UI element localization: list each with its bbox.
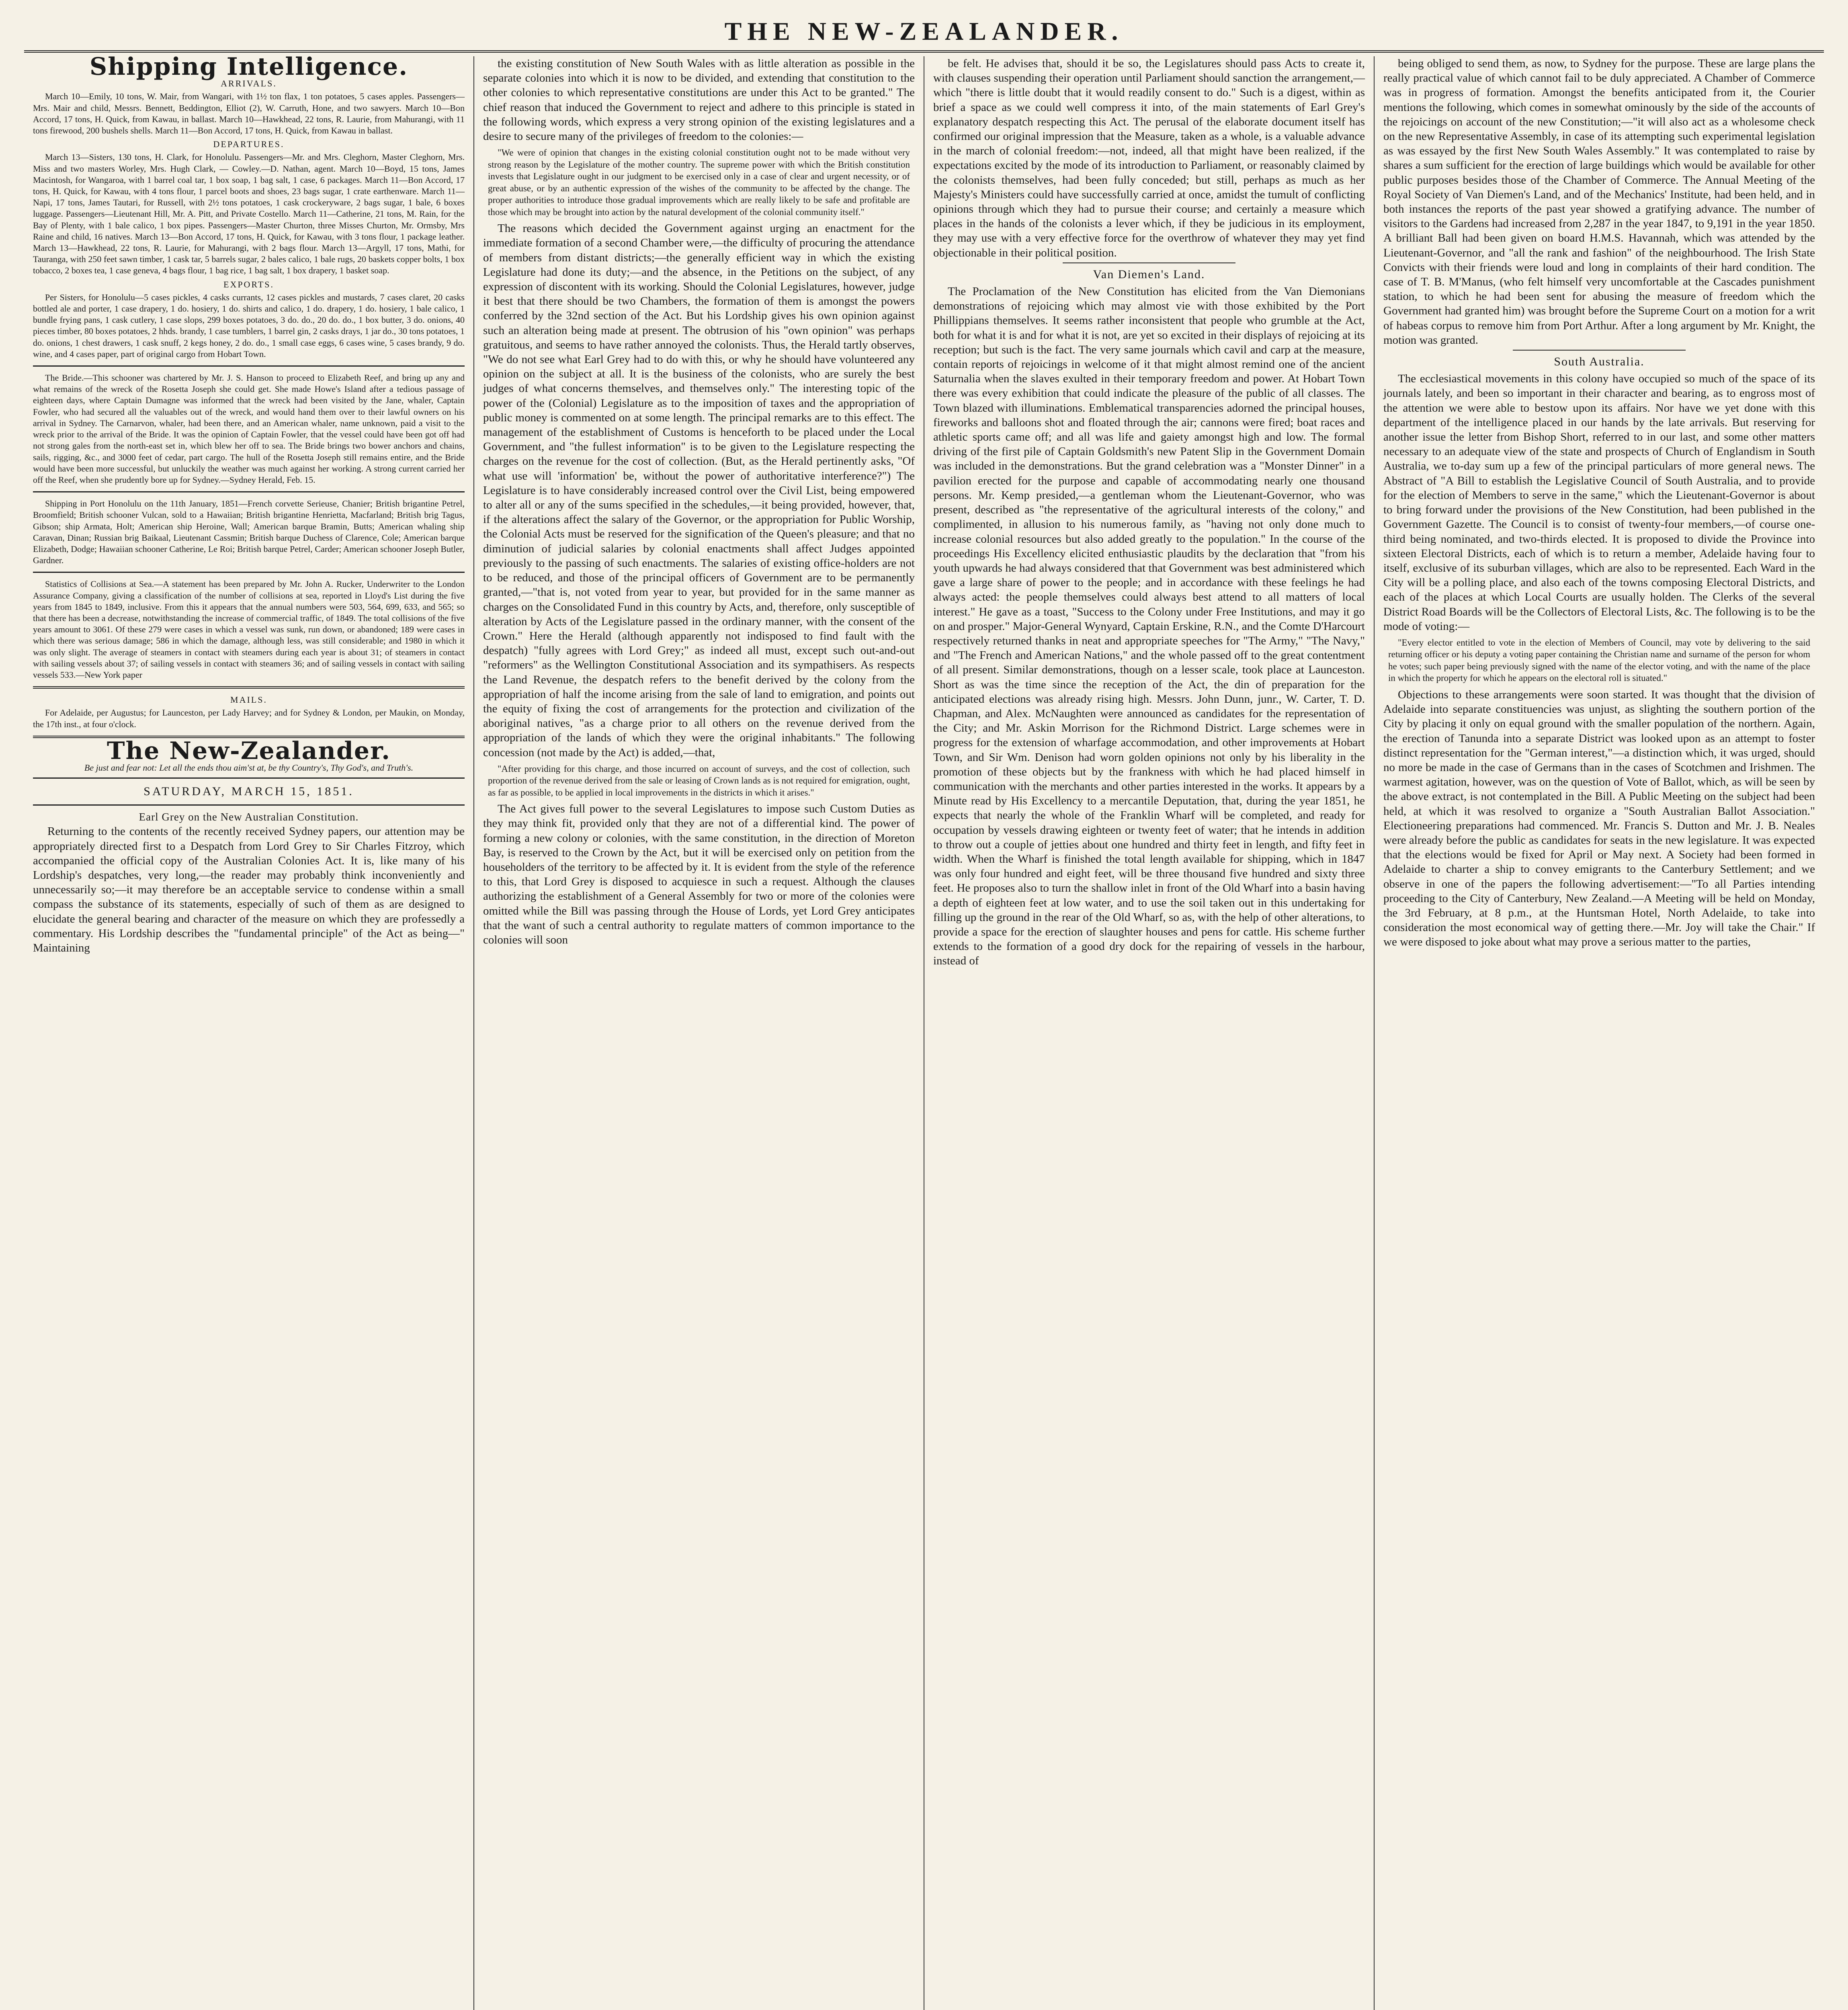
quote-text: "After providing for this charge, and those incurred on account of surveys, and the cost of collection, such proportion of the revenue derived from the sale or leasing of Crown lands as is not required for emigration, ought, as far as possible, to be applied in local improvements in the districts in which it arises." [488,763,910,798]
departures-label: DEPARTURES. [213,139,285,150]
exports-text: Per Sisters, for Honolulu—5 cases pickles, 4 casks currants, 12 cases pickles and mustards, 7 cases claret, 20 casks bottled ale and porter, 1 case drapery, 1 do. hosiery, 1 do. shirts and calico, 1 do. drapery, 1 do. hosiery, 1 bale calico, 1 bundle frying pans, 1 cask cutlery, 1 case slops, 299 boxes potatoes, 3 do. do., 20 do. do., 1 box butter, 3 do. onions, 40 pieces timber, 80 boxes potatoes, 2 hhds. brandy, 1 case tumblers, 1 barrel gin, 2 casks drays, 1 jar do., 30 tons potatoes, 1 do. onions, 1 chest drawers, 1 cask snuff, 2 kegs honey, 2 do. do., 1 small case eggs, 6 cases wine, 5 cases brandy, 9 do. wine, and 4 cases paper, part of original cargo from Hobart Town. [33,292,465,359]
section-title-sa: South Australia. [1554,355,1645,369]
date-box [33,777,465,806]
article-title: Earl Grey on the New Australian Constitution. [139,811,359,823]
columns [24,56,1824,2010]
quote-text: "Every elector entitled to vote in the election of Members of Council, may vote by delivering to the said returning officer or his deputy a voting paper containing the Christian name and surname of the person for whom he votes; such paper being previously signed with the name of the elector voting, and with the name of the place in which the property for which he appears on the electoral roll is situated." [1388,637,1810,683]
shipping-section [33,78,465,730]
paper-title: The New-Zealander. [107,736,391,765]
collisions-article: Statistics of Collisions at Sea.—A statement has been prepared by Mr. John A. Rucker, Underwriter to the London Assurance Company, giving a classification of the number of collisions at sea, reported in Lloyd's List during the five years from 1845 to 1849, inclusive. From this it appears that the annual numbers were 503, 564, 699, 633, and 565; so that there has been a decrease, notwithstanding the increase of commercial traffic, of 1849. The total collisions of the five years amount to 3061. Of these 279 were cases in which a vessel was sunk, run down, or abandoned; 189 were cases in which there was serious damage; 586 in which the damage, although less, was still considerable; and 1980 in which it was only slight. The average of steamers in contact with steamers during each year is about 31; of steamers in contact with sailing vessels about 37; of sailing vessels in contact with steamers 36; and of sailing vessels in contact with sailing vessels 533.—New York paper [33,579,465,680]
divider [33,365,465,367]
block-quote [1388,637,1810,684]
departures-text: March 13—Sisters, 130 tons, H. Clark, for Honolulu. Passengers—Mr. and Mrs. Cleghorn, Master Cleghorn, Mrs. Miss and two masters Worley, Mrs. Hugh Clark, — Cowley.—D. Nathan, agent. March 10—Boyd, 15 tons, James Macintosh, for Wangaroa, with 1 barrel coal tar, 1 box soap, 1 bag salt, 1 case, 6 packages. March 11—Bon Accord, 17 tons, H. Quick, for Kawau, with 4 tons flour, 1 parcel boots and shoes, 23 bags sugar, 1 crate earthenware. March 11—Napi, 17 tons, James Tautari, for Russell, with 2½ tons potatoes, 1 cask crockeryware, 2 bags sugar, 1 bale, 6 boxes luggage. Passengers—Lieutenant Hill, Mr. A. Pitt, and Private Costello. March 11—Catherine, 21 tons, M. Rain, for the Bay of Plenty, with 1 bale calico, 1 box pipes. Passengers—Master Churton, three Misses Churton, Mr. Ormsby, Mrs Raine and child, 16 natives. March 13—Bon Accord, 17 tons, H. Quick, for Kawau, with 3 tons flour, 1 package leather. March 13—Hawkhead, 22 tons, R. Laurie, for Mahurangi, with 2 bags flour. March 13—Argyll, 17 tons, Mathi, for Tauranga, with 250 feet sawn timber, 1 cask tar, 5 barrels sugar, 2 bales calico, 1 bale rugs, 20 baskets copper bolts, 1 box tobacco, 2 boxes tea, 1 case geneva, 4 bags flour, 1 bag rice, 1 bag salt, 1 box drapery, 1 basket soap. [33,152,465,276]
article-text: the existing constitution of New South Wales with as little alteration as possible in the separate colonies into which it is now to be divided, and extending that constitution to the other colonies to which representative constitutions are under this Act to be granted." The chief reason that induced the Government to reject and adhere to this principle is stated in the following words, which express a very strong opinion of the existing legislatures and a desire to secure many of the privileges of freedom to the colonies:— [483,57,915,143]
arrivals-text: March 10—Emily, 10 tons, W. Mair, from Wangari, with 1½ ton flax, 1 ton potatoes, 5 cases apples. Passengers—Mrs. Mair and child, Messrs. Bennett, Beddington, Elliot (2), W. Carruth, Hone, and two sawyers. March 10—Bon Accord, 17 tons, H. Quick, from Kawau, in ballast. March 10—Hawkhead, 22 tons, R. Laurie, from Mahurangi, with 11 tons firewood, 200 bushels shells. March 11—Bon Accord, 17 tons, H. Quick, from Kawau in ballast. [33,91,465,136]
mails-label: MAILS. [230,695,267,705]
article-text: Returning to the contents of the recently received Sydney papers, our attention may be appropriately directed first to a Despatch from Lord Grey to Sir Charles Fitzroy, which accompanied the official copy of the Australian Colonies Act. It is, like many of his Lordship's despatches, very long,—the reader may probably think inconveniently and unnecessarily so;—it may therefore be an acceptable service to condense within a small compass the substance of its statements, especially of such of them as are designed to elucidate the general bearing and character of the measure on which they are professedly a commentary. His Lordship describes the "fundamental principle" of the Act as being—" Maintaining [33,825,465,954]
divider [33,686,465,689]
quote-text: "We were of opinion that changes in the existing colonial constitution ought not to be made without very strong reason by the Legislature of the mother country. The supreme power with which the British constitution invests that Legislature ought in our judgment to be exercised only in a case of clear and urgent necessity, or of great abuse, or by an authentic expression of the wishes of the community to be affected by the change. The proper authorities to introduce those gradual improvements which are really likely to be safe and profitable are those which may be brought into action by the natural development of the colonial community itself." [488,148,910,217]
exports-label: EXPORTS. [223,279,274,289]
mails-text: For Adelaide, per Augustus; for Launceston, per Lady Harvey; and for Sydney & London, per Maukin, on Monday, the 17th inst., at four o'clock. [33,708,465,729]
masthead: THE NEW-ZEALANDER. [24,12,1824,53]
article-text: Objections to these arrangements were soon started. It was thought that the division of Adelaide into separate constituencies was unjust, as slighting the southern portion of the City by placing it only on equal ground with the smaller population of the northern. Again, the erection of Tanunda into a separate District was looked upon as an attempt to foster distinct representation for the "German interest,"—a distinction which, it was urged, should no more be made in the case of Germans than in the cases of Scotchmen and Irishmen. The warmest agitation, however, was on the question of Vote of Ballot, which, as will be seen by the above extract, is not contemplated in the Bill. A Public Meeting on the subject had been held, at which it was resolved to organize a "South Australian Ballot Association." Electioneering preparations had commenced. Mr. Francis S. Dutton and Mr. J. B. Neales were already before the public as candidates for seats in the new legislature. It was expected that the elections would be fixed for April or May next. A Society had been formed in Adelaide to charter a ship to convey emigrants to the Canterbury Settlement; and we observe in one of the papers the following advertisement:—"To all Parties intending proceeding to the City of Canterbury, New Zealand.—A Meeting will be held on Monday, the 3rd February, at 8 p.m., at the Huntsman Hotel, North Adelaide, to take into consideration the most economical way of getting there.—Mr. Joy will take the Chair." If we were disposed to joke about what may prove a serious matter to the parties, [1383,688,1815,949]
article-text: be felt. He advises that, should it be so, the Legislatures should pass Acts to create it, with clauses suspending their operation until Parliament should sanction the arrangement,—which "there is little doubt that it would readily consent to do." Such is a digest, within as brief a space as we could well compress it into, of the main statements of Earl Grey's explanatory despatch respecting this Act. The perusal of the elaborate document itself has confirmed our original impression that the Measure, taken as a whole, is a valuable advance in the march of colonial freedom:—not, indeed, all that might have been realized, if the expectations excited by the mode of its introduction to Parliament, or reasonably claimed by the colonists themselves, had been fully conceded; but still, perhaps as much as her Majesty's Ministers could have successfully carried at once, amidst the tumult of conflicting opinions through which they had to pursue their course; and certainly a measure which places in the hands of the colonists a lever which, if they be judicious in its employment, they may use with a very effective force for the overthrow of whatever they may yet find objectionable in their political position. [933,57,1365,259]
column-1 [24,56,474,2010]
article-text: The ecclesiastical movements in this colony have occupied so much of the space of its journals lately, and been so important in their character and bearing, as to engross most of the attention we were able to bestow upon its affairs. Nor have we yet done with this department of the intelligence placed in our hands by the late arrivals. But reserving for another issue the letter from Bishop Short, referred to in our last, and some other matters necessary to an adequate view of the state and prospects of Church of Englandism in South Australia, we to-day sum up a few of the principal particulars of more general news. The Abstract of "A Bill to establish the Legislative Council of South Australia, and to provide for the election of Members to serve in the same," which the Lieutenant-Governor is about to bring forward under the provisions of the New Constitution, had been published in the Government Gazette. The Council is to consist of twenty-four members,—of course one-third being nominated, and two-thirds elected. It is proposed to divide the Province into sixteen Electoral Districts, each of which is to return a member, Adelaide having four to itself, exclusive of its suburban villages, which are also to be represented. Each Ward in the City will be a polling place, and also each of the towns composing Electoral Districts, and each of the places at which Local Courts are usually holden. The Clerks of the several District Road Boards will be the Collectors of Electoral Lists, &c. The following is to be the mode of voting:— [1383,372,1815,633]
divider [1513,350,1686,351]
bride-article: The Bride.—This schooner was chartered by Mr. J. S. Hanson to proceed to Elizabeth Reef, and bring up any and what remains of the wreck of the Rosetta Joseph she could get. She made Howe's Island after a tedious passage of eighteen days, where Captain Dumagne was informed that the wreck had been visited by the Jane, whaler, Captain Fowler, who had secured all the valuables out of the wreck, and would hand them over to their lawful owners on his arrival in Sydney. The Carnarvon, whaler, had been there, and an American whaler, name unknown, paid a visit to the wreck prior to the arrival of the Bride. It was the opinion of Captain Fowler, that the vessel could have been got off had not strong gales from the north-east set in, which blew her off to sea. The Bride brings two bower anchors and chains, sails, rigging, &c., and 3000 feet of cedar, part cargo. The hull of the Rosetta Joseph still remains entire, and the Bride would have been more successful, but unluckily the weather was much against her working. A strong current carried her off the Reef, when she prudently bore up for Sydney.—Sydney Herald, Feb. 15. [33,373,465,485]
divider [33,572,465,573]
article-text: The reasons which decided the Government against urging an enactment for the immediate formation of a second Chamber were,—the difficulty of procuring the attendance of members from distant districts;—the generally efficient way in which the existing Legislature had done its duty;—and the absence, in the Petitions on the subject, of any expression of discontent with its working. Should the Colonial Legislatures, however, judge it best that there should be two Chambers, the formation of them is amongst the powers conferred by the 32nd section of the Act. But his Lordship gives his own opinion against such an alteration being made at present. The obtrusion of his "own opinion" was perhaps gratuitous, and seems to have rather annoyed the colonists. Thus, the Herald tartly observes, "We do not see what Earl Grey had to do with this, or why he should have volunteered any opinion on the subject at all. It is the business of the colonists, who are surely the best judges of what concerns themselves, and themselves only." The interesting topic of the power of the (Colonial) Legislature as to the imposition of taxes and the appropriation of public money is commented on at some length. The principal remarks are to this effect. The management of the establishment of Customs is henceforth to be placed under the Local Government, and "the fullest information" is to be given to the Legislature respecting the charges on the revenue for the cost of collection. (But, as the Herald pertinently asks, "Of what use will 'information' be, without the power of authoritative interference?") The Legislature is to have considerably increased control over the Civil List, being empowered to alter all or any of the sums specified in the schedules,—it being provided, however, that, if the alterations affect the salary of the Governor, or the appropriation for Public Worship, the Colonial Acts must be reserved for the signification of the Queen's pleasure; and that no diminution of judicial salaries by colonial enactments shall affect Judges appointed previously to the passing of such enactments. The salaries of existing office-holders are not to be reduced, and those of the principal officers of Government are to be permanently granted,—"that is, not voted from year to year, but provided for in the same manner as charges on the Consolidated Fund in this country by Acts, and, therefore, only susceptible of alteration by Acts of the Legislature passed in the ordinary manner, with the consent of the Crown." Here the Herald (although apparently not indisposed to find fault with the despatch) "fully agrees with Lord Grey;" as indeed all must, except such out-and-out "reformers" as the Wellington Constitutional Association and its sympathisers. As respects the Land Revenue, the despatch refers to the benefit derived by the colony from the appropriation of half the income arising from the sale of land to emigration, and points out the equity of fixing the cost of arrangements for the protection and civilization of the aboriginal natives, "as a charge prior to all others on the revenue derived from the appropriation of the lands of which they were the original inhabitants." The following concession (not made by the Act) is added,—that, [483,222,915,759]
column-4 [1375,56,1824,2010]
issue-date: SATURDAY, MARCH 15, 1851. [143,784,354,798]
article-text: being obliged to send them, as now, to Sydney for the purpose. These are large plans the really practical value of which cannot fail to be duly appreciated. A Chamber of Commerce was in progress of formation. Amongst the benefits anticipated from it, the Courier mentions the following, which comes in somewhat ominously by the side of the accounts of the rejoicings on account of the new Constitution;—"it will also act as a wholesome check on the new Representative Assembly, in case of its attempting such experimental legislation as was essayed by the first New South Wales Assembly." It was contemplated to raise by shares a sum sufficient for the erection of large buildings which would be available for other public purposes besides those of the Chamber of Commerce. The Annual Meeting of the Royal Society of Van Diemen's Land, and of the Mechanics' Institute, had been held, and in both instances the reports of the past year showed a gratifying advance. The number of visitors to the Gardens had increased from 2,287 in the year 1847, to 9,191 in the year 1850. A brilliant Ball had been given on board H.M.S. Havannah, which was attended by the Lieutenant-Governor, and "all the rank and fashion" of the neighbourhood. The Irish State Convicts with their friends were loud and long in complaints of their hard condition. The case of T. B. M'Manus, (who felt himself very uncomfortable at the Cascades punishment station, to which he had been sent for abusing the measure of freedom which the Government had granted him) was brought before the Supreme Court on a motion for a writ of habeas corpus to remove him from Port Arthur. After a long argument by Mr. Knight, the motion was granted. [1383,57,1815,347]
article-text: The Act gives full power to the several Legislatures to impose such Custom Duties as they may think fit, provided only that they are not of a differential kind. The power of forming a new colony or colonies, with the same constitution, in the direction of Moreton Bay, is reserved to the Crown by the Act, but it will be exercised only on petition from the householders of the territory to be affected by it. It is evident from the style of the reference to this, that Lord Grey is disposed to acquiesce in such a request. Although the clauses authorizing the establishment of a General Assembly for two or more of the colonies were omitted while the Bill was passing through the House of Lords, yet Lord Grey anticipates that the want of such a central authority to regulate matters of common importance to the colonies will soon [483,802,915,947]
block-quote [488,763,910,799]
arrivals-label: ARRIVALS. [221,78,277,89]
column-3 [924,56,1375,2010]
block-quote [488,147,910,218]
shipping-heading: Shipping Intelligence. [89,56,408,81]
column-2 [474,56,924,2010]
section-title-vdl: Van Diemen's Land. [1093,267,1205,281]
article-text: The Proclamation of the New Constitution has elicited from the Van Diemonians demonstrations of rejoicing which may almost vie with those exhibited by the Port Phillippians themselves. It seems rather inconsistent that people who grumble at the Act, both for what it is and for what it is not, are yet so excited in their displays of rejoicing at its reception; but such is the fact. The very same journals which cavil and carp at the measure, contain reports of rejoicings in welcome of it that might almost remind one of the ancient Saturnalia when the slaves exulted in their temporary freedom and power. At Hobart Town there was every exhibition that could indicate the pleasure of the public of all classes. The Town blazed with illuminations. Emblematical transparencies adorned the principal houses, fireworks and balloons shot and floated through the air; cannons were fired; boat races and athletic sports came off; and all was life and gaiety amongst high and low. The formal driving of the first pile of Captain Goldsmith's new Patent Slip in the Government Domain was included in the demonstrations. But the grand celebration was a "Monster Dinner" in a pavilion erected for the purpose and capable of accommodating nearly one thousand persons. Mr. Kemp presided,—a gentleman whom the Lieutenant-Governor, who was present, described as "the representative of the agricultural interests of the colony," and complimented, in allusion to his numerous family, as "having not only done much to increase colonial resources but also added greatly to the population." In the course of the proceedings His Excellency elicited enthusiastic plaudits by the declaration that "from his youth upwards he had always considered that that Government was best administered which gave a large share of power to the people; and in accordance with these feelings he had always acted: the people themselves could always best attend to all matters of local interest." He gave as a toast, "Success to the Colony under Free Institutions, and may it go on and prosper." Major-General Wynyard, Captain Erskine, R.N., and the Comte D'Harcourt respectively returned thanks in neat and appropriate speeches for "The Army," "The Navy," and "The French and American Nations," and the whole passed off to the great contentment of all present. Similar demonstrations, though on a lesser scale, took place at Launceston. Short as was the time since the reception of the Act, the din of preparation for the anticipated elections was already rising high. Messrs. John Dunn, junr., W. Carter, T. D. Chapman, and Alex. McNaughten were announced as candidates for the representation of the City; and Mr. Askin Morrison for the Richmond District. Large schemes were in progress for the extension of wharfage accommodation, and other improvements at Hobart Town, and Sir Wm. Denison had worn golden opinions not only by his liberality in the promotion of these objects but by the frankness with which he had placed himself in communication with the merchants and other parties interested in the works. It appears by a Minute read by His Excellency to a mercantile Deputation, that, during the year 1851, he expects that nearly the whole of the Franklin Wharf will be completed, and ready for occupation by vessels drawing eighteen or twenty feet of water; that he intends in addition to throw out a couple of jetties about one hundred and thirty feet in length, and fifty feet in width. When the Wharf is finished the total length available for shipping, which in 1847 was only four hundred and eight feet, will be three thousand five hundred and sixty three feet. He proposes also to turn the shallow inlet in front of the Old Wharf into a basin having a depth of eighteen feet at low water, and to use the soil taken out in this undertaking for filling up the ground in the rear of the Old Wharf, so as, with the help of other alterations, to provide a space for the erection of slaughter houses and pens for cattle. His scheme further extends to the formation of a good dry dock for the repairing of vessels in the harbour, instead of [933,285,1365,968]
divider [33,491,465,492]
honolulu-article: Shipping in Port Honolulu on the 11th January, 1851—French corvette Serieuse, Chanier; British brigantine Petrel, Broomfield; British schooner Vulcan, sold to a Hawaiian; British brigantine Henrietta, Macfarland; British brig Tagus, Gibson; ship Armata, Holt; American ship Heroine, Wall; American barque Bramin, Butts; American whaling ship Caravan, Dinan; Russian brig Baikaal, Lieutenant Cassmin; British barque Duchess of Clarence, Cole; American barque Elizabeth, Dodge; Hawaiian schooner Catherine, Le Roi; British barque Petrel, Carder; American schooner Joseph Butler, Gardner. [33,498,465,566]
motto: Be just and fear not: Let all the ends thou aim'st at, be thy Country's, Thy God's, and Truth's. [84,762,414,773]
